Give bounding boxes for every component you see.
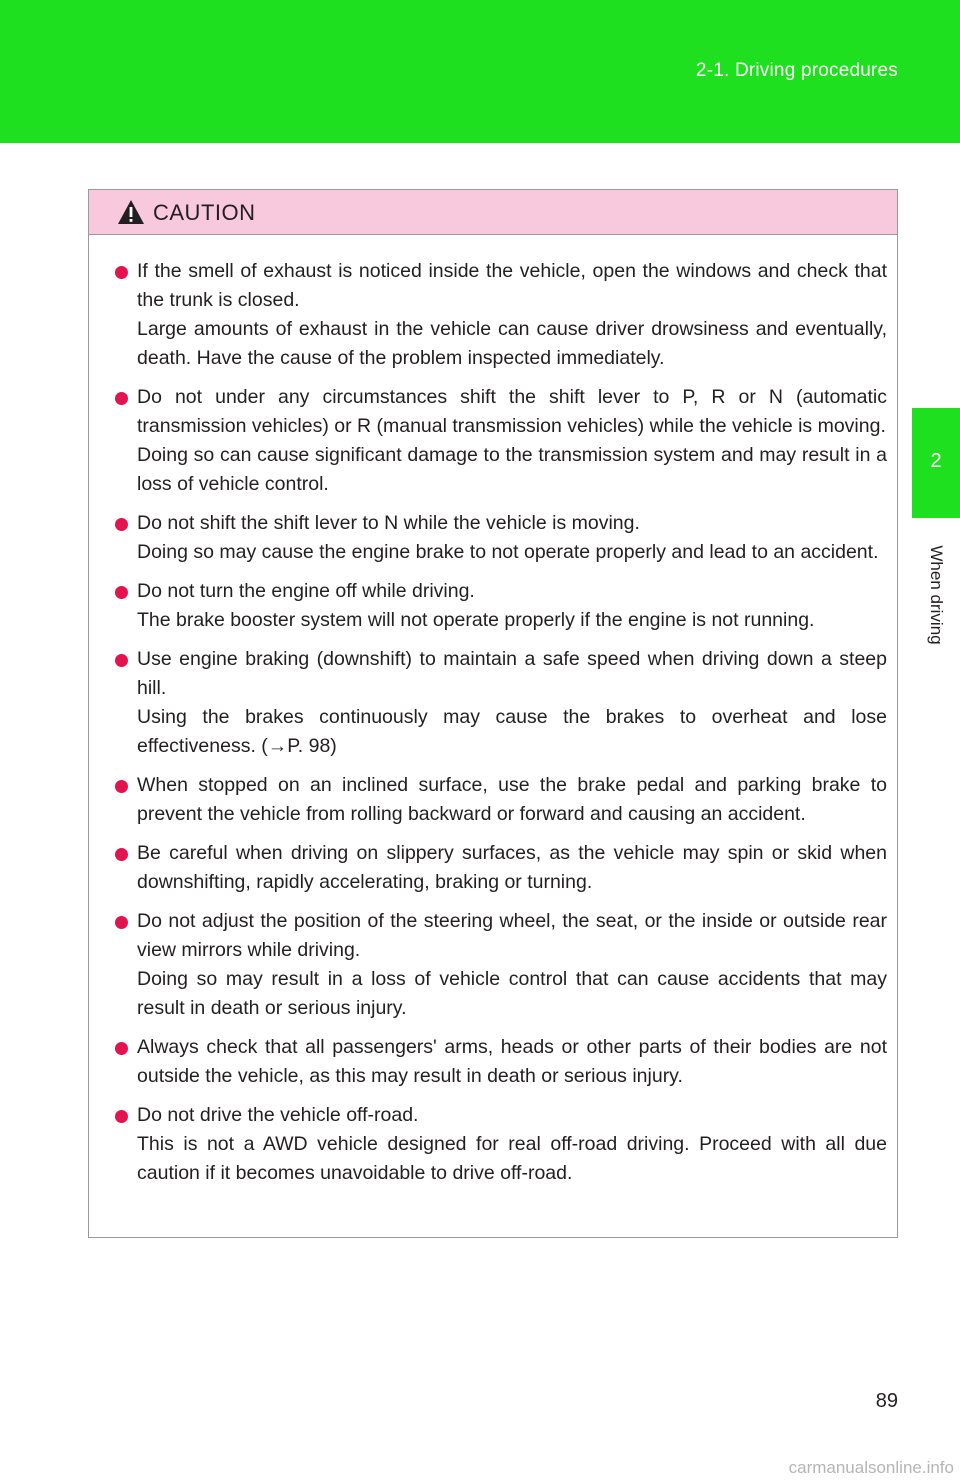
bullet-icon (115, 654, 128, 667)
bullet-icon (115, 1110, 128, 1123)
page-number: 89 (875, 1390, 898, 1412)
list-item (111, 907, 887, 1023)
chapter-label: When driving (927, 545, 946, 645)
caution-list (89, 235, 897, 1188)
list-item (111, 509, 887, 567)
item-detail: Doing so can cause significant damage to the transmission system and may result in a loss of vehicle control. (137, 444, 887, 495)
bullet-icon (115, 848, 128, 861)
header-band (0, 0, 960, 143)
item-detail: Doing so may result in a loss of vehicle control that can cause accidents that may result in death or serious injury. (137, 968, 887, 1019)
item-main: Be careful when driving on slippery surfaces, as the vehicle may spin or skid when downshifting, rapidly accelerating, braking or turning. (137, 842, 887, 893)
list-item (111, 1033, 887, 1091)
item-detail: This is not a AWD vehicle designed for real off-road driving. Proceed with all due caution if it becomes unavoidable to drive off-road. (137, 1133, 887, 1184)
item-main: Do not drive the vehicle off-road. (137, 1104, 419, 1126)
list-item (111, 577, 887, 635)
bullet-icon (115, 518, 128, 531)
section-title: 2-1. Driving procedures (695, 60, 898, 81)
chapter-number: 2 (930, 450, 942, 472)
item-main: Do not adjust the position of the steering wheel, the seat, or the inside or outside rear view mirrors while driving. (137, 910, 887, 961)
list-item (111, 839, 887, 897)
list-item (111, 771, 887, 829)
list-item (111, 645, 887, 761)
bullet-icon (115, 586, 128, 599)
list-item (111, 257, 887, 373)
item-main: Do not turn the engine off while driving. (137, 580, 475, 602)
item-detail: Large amounts of exhaust in the vehicle can cause driver drowsiness and eventually, death. Have the cause of the problem inspected immediately. (137, 318, 887, 369)
list-item (111, 383, 887, 499)
item-main: If the smell of exhaust is noticed inside the vehicle, open the windows and check that the trunk is closed. (137, 260, 887, 311)
bullet-icon (115, 392, 128, 405)
watermark: carmanualsonline.info (788, 1458, 954, 1477)
item-detail: The brake booster system will not operate properly if the engine is not running. (137, 609, 815, 631)
item-main: Do not shift the shift lever to N while the vehicle is moving. (137, 512, 640, 534)
list-item (111, 1101, 887, 1188)
bullet-icon (115, 1042, 128, 1055)
bullet-icon (115, 916, 128, 929)
item-detail: Doing so may cause the engine brake to not operate properly and lead to an accident. (137, 541, 879, 563)
chapter-tab (912, 408, 960, 518)
item-main: When stopped on an inclined surface, use the brake pedal and parking brake to prevent the vehicle from rolling backward or forward and causing an accident. (137, 774, 887, 825)
warning-triangle-icon (117, 199, 145, 225)
item-main: Use engine braking (downshift) to maintain a safe speed when driving down a steep hill. (137, 648, 887, 699)
item-main: Always check that all passengers' arms, heads or other parts of their bodies are not outside the vehicle, as this may result in death or serious injury. (137, 1036, 887, 1087)
item-main: Do not under any circumstances shift the shift lever to P, R or N (automatic transmission vehicles) or R (manual transmission vehicles) while the vehicle is moving. (137, 386, 887, 437)
chapter-label-container (912, 530, 960, 680)
bullet-icon (115, 780, 128, 793)
caution-box (88, 189, 898, 1238)
item-detail: Using the brakes continuously may cause the brakes to overheat and lose effectiveness. (→P. 98) (137, 706, 887, 757)
bullet-icon (115, 266, 128, 279)
caution-header (89, 190, 897, 235)
caution-title: CAUTION (153, 200, 256, 225)
